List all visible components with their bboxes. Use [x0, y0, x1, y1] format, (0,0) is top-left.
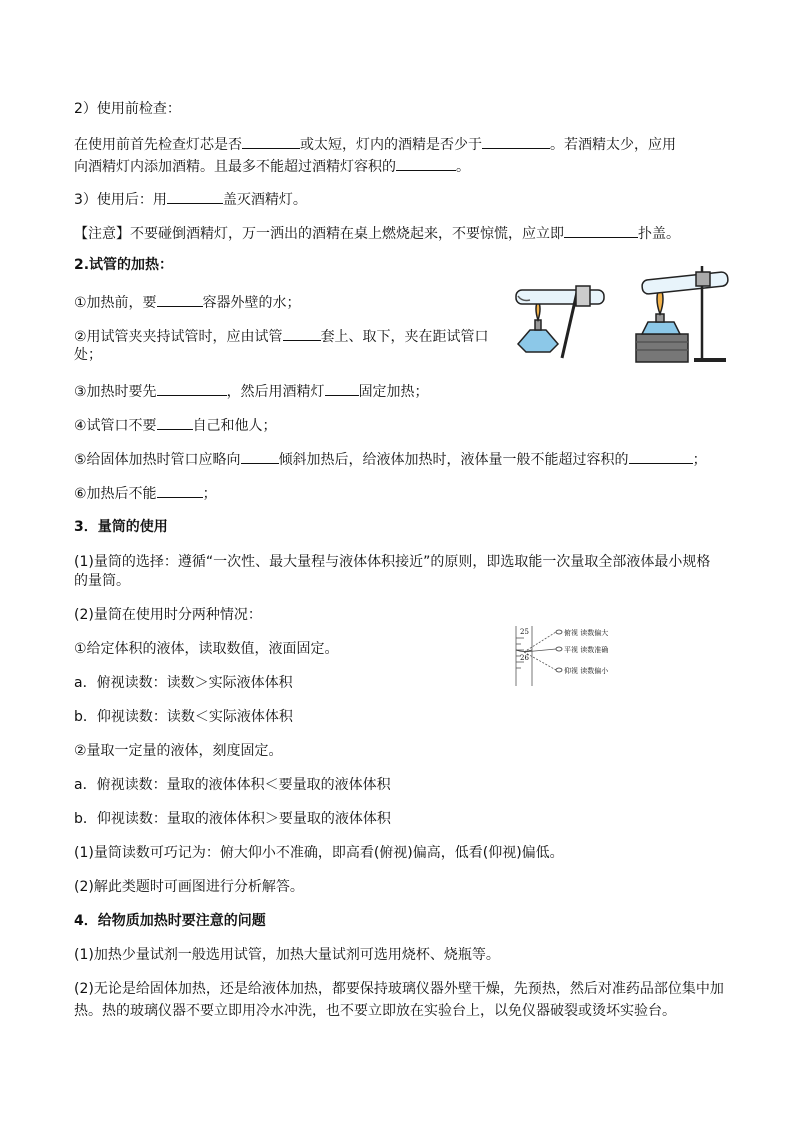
paragraph: a．俯视读数：量取的液体体积＜要量取的液体体积	[74, 777, 391, 793]
blank	[157, 415, 193, 430]
blank	[167, 189, 223, 204]
note-paragraph: 【注意】不要碰倒酒精灯，万一洒出的酒精在桌上燃烧起来，不要惊慌，应立即 扑盖。	[74, 223, 680, 243]
list-item: ①加热前，要 容器外壁的水；	[74, 292, 301, 312]
test-tube-heating-figure	[508, 262, 730, 366]
section-heading: 3．量筒的使用	[74, 519, 168, 535]
paragraph: (1)量筒读数可巧记为：俯大仰小不准确，即高看(俯视)偏高，低看(仰视)偏低。	[74, 845, 564, 861]
paragraph: 热。热的玻璃仪器不要立即用冷水冲洗，也不要立即放在实验台上，以免仪器破裂或烫坏实验台。	[74, 1003, 676, 1019]
tick-label-25: 25	[520, 628, 529, 636]
label-level: 平视 读数准确	[564, 646, 609, 654]
label-upward: 仰视 读数偏小	[564, 667, 609, 675]
paragraph: b．仰视读数：量取的液体体积＞要量取的液体体积	[74, 811, 391, 827]
blank	[325, 381, 359, 396]
paragraph: 的量筒。	[74, 573, 130, 589]
section-heading: 4．给物质加热时要注意的问题	[74, 913, 266, 929]
blank	[157, 381, 227, 396]
paragraph: 在使用前首先检查灯芯是否 或太短，灯内的酒精是否少于 。若酒精太少，应用	[74, 134, 676, 154]
blank	[241, 449, 279, 464]
paragraph: ②量取一定量的液体，刻度固定。	[74, 743, 283, 759]
paragraph: b．仰视读数：读数＜实际液体体积	[74, 709, 293, 725]
blank	[283, 326, 321, 341]
blank	[482, 134, 550, 149]
blank	[157, 292, 203, 307]
blank	[564, 223, 638, 238]
list-item: ④试管口不要 自己和他人；	[74, 415, 277, 435]
label-overhead: 俯视 读数偏大	[564, 629, 609, 637]
paragraph: 3）使用后：用 盖灭酒精灯。	[74, 189, 307, 209]
paragraph: (2)无论是给固体加热，还是给液体加热，都要保持玻璃仪器外壁干燥，先预热，然后对准药品部位集中加	[74, 981, 724, 997]
cylinder-reading-figure	[512, 624, 630, 688]
list-item-cont: 处；	[74, 347, 102, 363]
list-item: ⑤给固体加热时管口应略向 倾斜加热后，给液体加热时，液体量一般不能超过容积的 ；	[74, 449, 707, 469]
list-item: ②用试管夹夹持试管时，应由试管 套上、取下，夹在距试管口	[74, 326, 489, 346]
list-item: ③加热时要先 ，然后用酒精灯 固定加热；	[74, 381, 429, 401]
paragraph: (2)解此类题时可画图进行分析解答。	[74, 879, 304, 895]
paragraph: (1)加热少量试剂一般选用试管，加热大量试剂可选用烧杯、烧瓶等。	[74, 947, 500, 963]
blank	[157, 483, 203, 498]
blank	[396, 156, 456, 171]
list-item: ⑥加热后不能 ；	[74, 483, 217, 503]
section-heading: 2.试管的加热：	[74, 257, 174, 273]
blank	[242, 134, 300, 149]
paragraph: (1)量筒的选择：遵循“一次性、最大量程与液体体积接近”的原则，即选取能一次量取全部液体最小规格	[74, 554, 711, 570]
paragraph: a．俯视读数：读数＞实际液体体积	[74, 675, 293, 691]
paragraph: (2)量筒在使用时分两种情况：	[74, 607, 262, 623]
section-heading: 2）使用前检查：	[74, 101, 181, 117]
paragraph: 向酒精灯内添加酒精。且最多不能超过酒精灯容积的 。	[74, 156, 470, 176]
tick-label-26: 26	[520, 654, 529, 662]
paragraph: ①给定体积的液体，读取数值，液面固定。	[74, 641, 339, 657]
blank	[629, 449, 693, 464]
